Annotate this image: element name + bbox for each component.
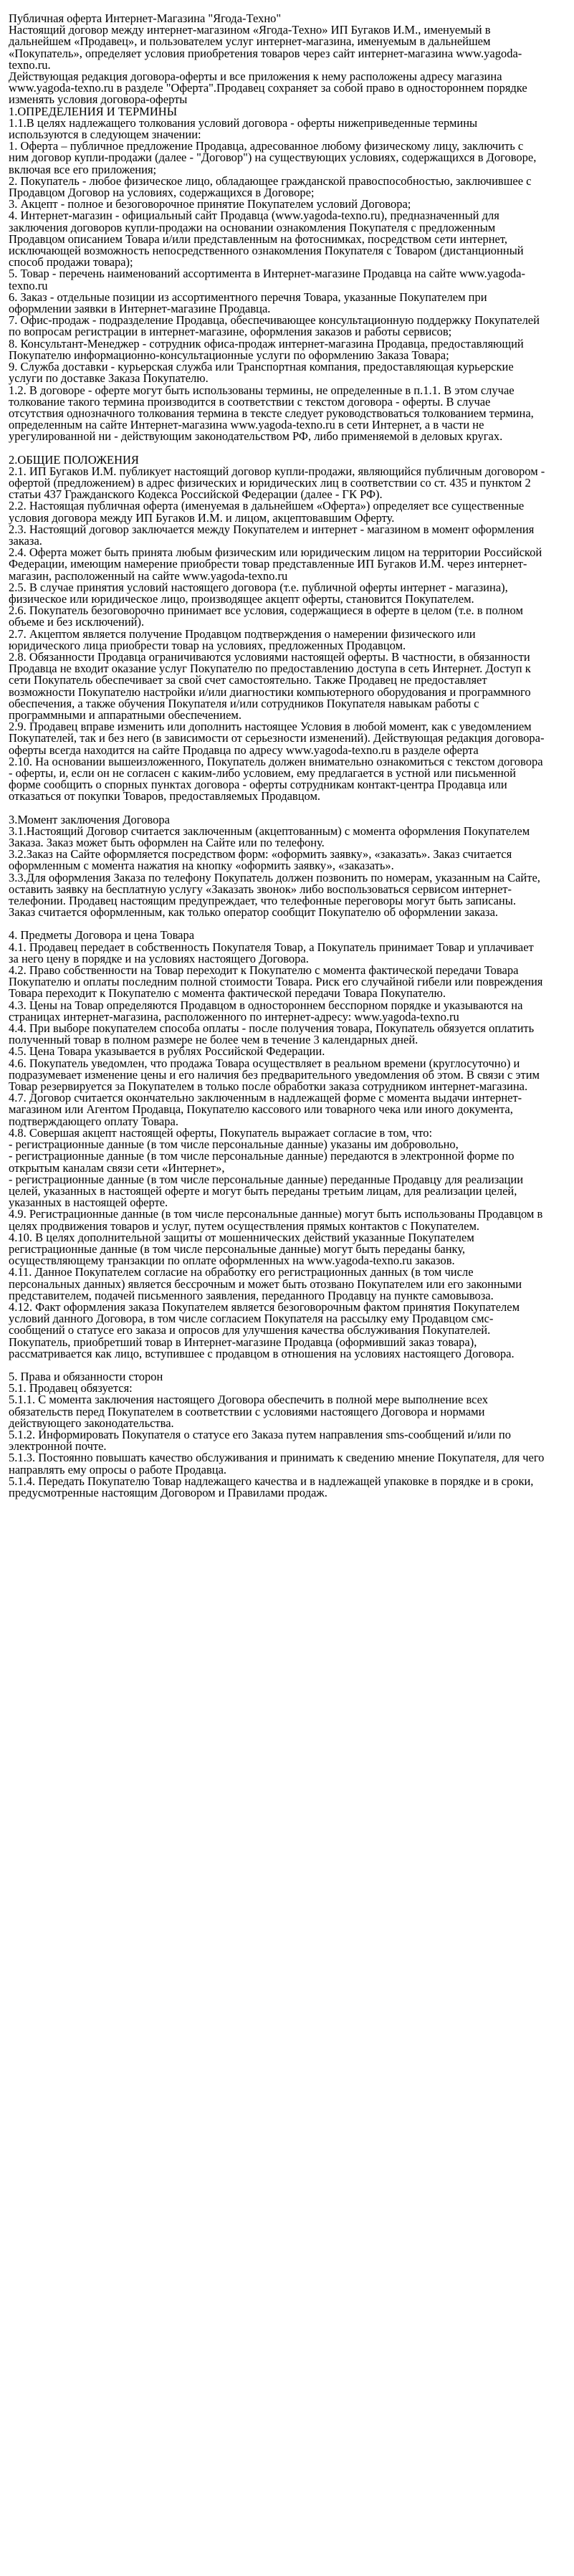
document-paragraph: 2.7. Акцептом является получение Продавцом подтверждения о намерении физического или юридического лица приобрести товар на условиях, предложенных Продавцом. — [9, 626, 479, 652]
document-paragraph: Настоящий договор между интернет-магазином «Ягода-Техно» ИП Бугаков И.М., именуемый в дальнейшем «Продавец», и пользователем услуг интернет-магазина, именуемым в дальнейшем «Покупатель», определяет условия приобретения товаров через сайт интернет-магазина www.yagoda-texno.ru. — [9, 23, 522, 72]
document-paragraph: 2.1. ИП Бугаков И.М. публикует настоящий договор купли-продажи, являющийся публичным договором - офертой (предложением) в адрес физических и юридических лиц в соответствии со ст. 435 и пунктом 2 статьи 437 Гражданского Кодекса Российской Федерации (далее - ГК РФ). — [9, 464, 548, 502]
document-paragraph: 9. Служба доставки - курьерская служба или Транспортная компания, предоставляющая курьерские услуги по доставке Заказа Покупателю. — [9, 360, 517, 386]
document-paragraph: 5. Товар - перечень наименований ассортимента в Интернет-магазине Продавца на сайте www.yagoda-texno.ru — [9, 267, 525, 292]
document-paragraph: 4.5. Цена Товара указывается в рублях Российской Федерации. — [9, 1044, 325, 1059]
document-paragraph: 5.1. Продавец обязуется: — [9, 1381, 133, 1396]
document-paragraph: 1.ОПРЕДЕЛЕНИЯ И ТЕРМИНЫ — [9, 104, 178, 118]
document-paragraph: 4.7. Договор считается окончательно заключенным в надлежащей форме с момента выдачи интернет-магазином или Агентом Продавца, Покупателю кассового или товарного чека или иного документа, подтверждающего оплату Товара. — [9, 1091, 522, 1128]
document-paragraph: 1.2. В договоре - оферте могут быть использованы термины, не определенные в п.1.1. В этом случае толкование такого термина производится в соответствии с текстом договора - оферты. В случае отсутствия однозначного толкования термина в тексте следует руководствоваться толкованием термина, определенным на сайте Интернет-магазина www.yagoda-texno.ru в сети Интернет, а в части не урегулированной ни - действующим законодательством РФ, либо применяемой в деловых кругах. — [9, 383, 537, 444]
document-paragraph: 2. Покупатель - любое физическое лицо, обладающее гражданской правоспособностью, заключившее с Продавцом Договор на условиях, содержащихся в Договоре; — [9, 173, 535, 200]
document-paragraph: 5.1.3. Постоянно повышать качество обслуживания и принимать к сведению мнение Покупателя, для чего направлять ему опросы о работе Продавца. — [9, 1451, 547, 1477]
document-paragraph: 1. Оферта – публичное предложение Продавца, адресованное любому физическому лицу, заключить с ним договор купли-продажи (далее - "Договор") на существующих условиях, содержащихся в Договоре, включая все его приложения; — [9, 139, 540, 176]
document-paragraph: 2.4. Оферта может быть принята любым физическим или юридическим лицом на территории Российской Федерации, имеющим намерение приобрести товар представленные ИП Бугаков И.М. через интернет-магазин, расположенный на сайте www.yagoda-texno.ru — [9, 545, 545, 583]
document-paragraph: 3.1.Настоящий Договор считается заключенным (акцептованным) с момента оформления Покупателем Заказа. Заказ может быть оформлен на Сайте или по телефону. — [9, 824, 533, 850]
document-paragraph: 2.3. Настоящий договор заключается между Покупателем и интернет - магазином в момент оформления заказа. — [9, 522, 537, 548]
document-title: Публичная оферта Интернет-Магазина "Ягода-Техно" — [9, 11, 282, 25]
document-paragraph: 2.ОБЩИЕ ПОЛОЖЕНИЯ — [9, 452, 139, 467]
document-paragraph: 4. Предметы Договора и цена Товара — [9, 928, 195, 943]
document-paragraph: 5.1.1. С момента заключения настоящего Договора обеспечить в полной мере выполнение всех обязательств перед Покупателем в соответствии с условиями настоящего Договора и нормами действующего законодательства. — [9, 1393, 492, 1430]
document-paragraph: Действующая редакция договора-оферты и все приложения к нему расположены адресу магазина www.yagoda-texno.ru в разделе "Оферта".Продавец сохраняет за собой право в одностороннем порядке изменять условия договора-оферты — [9, 70, 530, 107]
document-paragraph: 2.2. Настоящая публичная оферта (именуемая в дальнейшем «Оферта») определяет все существенные условия договора между ИП Бугаков И.М. и лицом, акцептовавшим Оферту. — [9, 499, 527, 525]
document-paragraph: 2.10. На основании вышеизложенного, Покупатель должен внимательно ознакомиться с текстом договора - оферты, и, если он не согласен с каким-либо условием, ему предлагается в устной или письменной форме сообщить о спорных пунктах договора - оферты сотрудникам контакт-центра Продавца или отказаться от покупки Товаров, предоставляемых Продавцом. — [9, 754, 546, 803]
document-paragraph: 5. Права и обязанности сторон — [9, 1369, 163, 1383]
document-paragraph: - регистрационные данные (в том числе персональные данные) указаны им добровольно, — [9, 1137, 459, 1152]
document-paragraph: 2.9. Продавец вправе изменить или дополнить настоящее Условия в любой момент, как с уведомлением Покупателей, так и без него (в зависимости от серьезности изменений). Действующая редакция договора-оферты всегда находится на сайте Продавца по адресу www.yagoda-texno.ru в разделе оферта — [9, 720, 545, 757]
document-paragraph: - регистрационные данные (в том числе персональные данные) передаются в электронной форме по открытым каналам связи сети «Интернет», — [9, 1149, 517, 1175]
document-paragraph: 4.6. Покупатель уведомлен, что продажа Товара осуществляет в реальном времени (круглосуточно) и подразумевает изменение цены и его наличия без предварительного уведомления об этом. В связи с этим Товар резервируется за Покупателем в только после обработки заказа сотрудником интернет-магазина. — [9, 1056, 543, 1094]
document-paragraph: - регистрационные данные (в том числе персональные данные) переданные Продавцу для реализации целей, указанных в настоящей оферте и могут быть переданы третьим лицам, для реализации целей, указанных в настоящей оферте. — [9, 1172, 527, 1210]
document-paragraph: 2.5. В случае принятия условий настоящего договора (т.е. публичной оферты интернет - магазина), физическое или юридическое лицо, производящее акцепт оферты, становится Покупателем. — [9, 580, 511, 606]
document-paragraph: 8. Консультант-Менеджер - сотрудник офиса-продаж интернет-магазина Продавца, предоставляющий Покупателю информационно-консультационные услуги по оформлению Заказа Товара; — [9, 336, 527, 362]
document-paragraph: 5.1.4. Передать Покупателю Товар надлежащего качества и в надлежащей упаковке в порядке и в сроки, предусмотренные настоящим Договором и Правилами продаж. — [9, 1474, 537, 1499]
document-paragraph: 4.4. При выборе покупателем способа оплаты - после получения товара, Покупатель обязуется оплатить полученный товар в полном размере не более чем в течение 3 календарных дней. — [9, 1021, 537, 1047]
document-paragraph: 4.10. В целях дополнительной защиты от мошеннических действий указанные Покупателем регистрационные данные (в том числе персональные данные) могут быть переданы банку, осуществляющему транзакции по оплате оформленных на www.yagoda-texno.ru заказов. — [9, 1230, 477, 1268]
document-paragraph: 3. Акцепт - полное и безоговорочное принятие Покупателем условий Договора; — [9, 197, 411, 211]
document-paragraph: 2.6. Покупатель безоговорочно принимает все условия, содержащиеся в оферте в целом (т.е. в полном объеме и без исключений). — [9, 604, 527, 629]
document-paragraph: 7. Офис-продаж - подразделение Продавца, обеспечивающее консультационную поддержку Покупателей по вопросам регистрации в интернет-магазине, оформления заказов и работы сервисов; — [9, 313, 543, 339]
document-paragraph: 4.2. Право собственности на Товар переходит к Покупателю с момента фактической передачи Товара Покупателю и оплаты последним полной стоимости Товара. Риск его случайной гибели или повреждения Товара переходит к Покупателю с момента фактической передачи Товара Покупателю. — [9, 963, 546, 1001]
document-paragraph: 6. Заказ - отдельные позиции из ассортиментного перечня Товара, указанные Покупателем при оформлении заявки в Интернет-магазине Продавца. — [9, 290, 490, 316]
document-paragraph: 4.1. Продавец передает в собственность Покупателя Товар, а Покупатель принимает Товар и уплачивает за него цену в порядке и на условиях настоящего Договора. — [9, 940, 537, 965]
document-paragraph: 1.1.В целях надлежащего толкования условий договора - оферты нижеприведенные термины используются в следующем значении: — [9, 115, 481, 142]
document-paragraph: 3.2.Заказ на Сайте оформляется посредством форм: «оформить заявку», «заказать». Заказ считается оформленным с момента нажатия на кнопку «оформить заявку», «заказать». — [9, 847, 515, 873]
document-paragraph: 5.1.2. Информировать Покупателя о статусе его Заказа путем направления sms-сообщений и/или по электронной почте. — [9, 1427, 515, 1454]
document-paragraph: 4.12. Факт оформления заказа Покупателем является безоговорочным фактом принятия Покупателем условий данного Договора, в том числе согласием Покупателя на рассылку ему Продавцом смс-сообщений о статусе его заказа и опросов для улучшения качества обслуживания Покупателей. Покупатель, приобретший товар в Интернет-магазине Продавца (оформивший заказ товара), рассматривается как лицо, вступившее с продавцом в отношения на условиях настоящего Договора. — [9, 1299, 523, 1360]
document-paragraph: 2.8. Обязанности Продавца ограничиваются условиями настоящей оферты. В частности, в обязанности Продавца не входит оказание услуг Покупателю по предоставлению доступа в сеть Интернет. Доступ к сети Покупатель обеспечивает за свой счет самостоятельно. Также Продавец не предоставляет возможности Покупателю настройки и/или диагностики компьютерного оборудования и программного обеспечения, а также обучения Покупателя и/или сотрудников Покупателя навыкам работы с программными и аппаратными обеспечением. — [9, 649, 534, 722]
document-paragraph: 3.3.Для оформления Заказа по телефону Покупатель должен позвонить по номерам, указанным на Сайте, оставить заявку на бесплатную услугу «Заказать звонок» либо воспользоваться сервисом интернет-телефонии. Продавец настоящим предупреждает, что телефонные переговоры могут быть записаны. Заказ считается оформленным, как только оператор сообщит Покупателю об оформлении заказа. — [9, 870, 544, 920]
document-paragraph: 4.3. Цены на Товар определяются Продавцом в одностороннем бесспорном порядке и указываются на страницах интернет-магазина, расположенного по интернет-адресу: www.yagoda-texno.ru — [9, 998, 526, 1024]
document-paragraph: 4.9. Регистрационные данные (в том числе персональные данные) могут быть использованы Продавцом в целях продвижения товаров и услуг, путем осуществления прямых контактов с Покупателем. — [9, 1207, 546, 1233]
document-paragraph: 4. Интернет-магазин - официальный сайт Продавца (www.yagoda-texno.ru), предназначенный для заключения договоров купли-продажи на основании ознакомления Покупателя с предложенным Продавцом описанием Товара и/или представленным на фотоснимках, посредством сети интернет, исключающей возможность непосредственного ознакомления Покупателя с Товаром (дистанционный способ продажи товара); — [9, 209, 527, 269]
document-paragraph: 4.11. Данное Покупателем согласие на обработку его регистрационных данных (в том числе персональных данных) является бессрочным и может быть отозвано Покупателем или его законными представителем, подачей письменного заявления, переданного Продавцу на пункте самовывоза. — [9, 1265, 525, 1302]
document-paragraph: 4.8. Совершая акцепт настоящей оферты, Покупатель выражает согласие в том, что: — [9, 1125, 433, 1140]
document-paragraph: 3.Момент заключения Договора — [9, 812, 170, 826]
